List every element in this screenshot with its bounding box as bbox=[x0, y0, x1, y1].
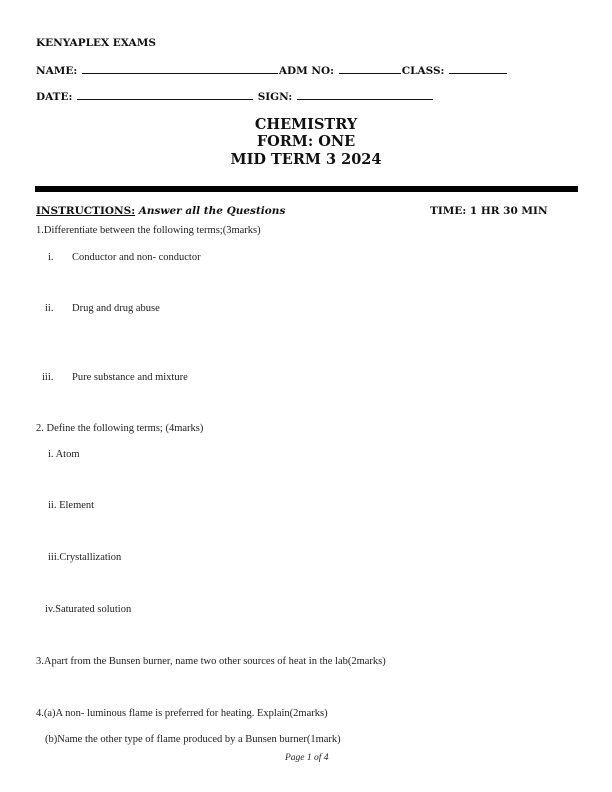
term-title: MID TERM 3 2024 bbox=[230, 151, 382, 168]
date-row bbox=[36, 90, 434, 103]
question-1: 1.Differentiate between the following terms;(3marks) bbox=[36, 225, 261, 236]
sign-field[interactable] bbox=[297, 90, 433, 100]
question-4a: 4.(a)A non- luminous flame is preferred for heating. Explain(2marks) bbox=[36, 708, 328, 719]
question-2: 2. Define the following terms; (4marks) bbox=[36, 423, 204, 434]
adm-label: ADM NO: bbox=[278, 65, 335, 77]
form-title: FORM: ONE bbox=[256, 133, 356, 150]
question-4b: (b)Name the other type of flame produced by a Bunsen burner(1mark) bbox=[45, 734, 341, 745]
q1-item-text: Drug and drug abuse bbox=[72, 303, 160, 314]
q1-item-num: iii. bbox=[42, 372, 54, 383]
divider-rule bbox=[35, 186, 578, 192]
instructions-text: Answer all the Questions bbox=[138, 205, 286, 217]
name-row bbox=[36, 64, 508, 77]
class-label: CLASS: bbox=[401, 65, 445, 77]
instructions-label: INSTRUCTIONS: bbox=[36, 205, 136, 217]
q2-item: iii.Crystallization bbox=[48, 552, 122, 563]
q2-item: iv.Saturated solution bbox=[45, 604, 132, 615]
q2-item: i. Atom bbox=[48, 449, 80, 460]
name-field[interactable] bbox=[82, 64, 278, 74]
school-name: KENYAPLEX EXAMS bbox=[36, 37, 156, 49]
class-field[interactable] bbox=[449, 64, 507, 74]
sign-label: SIGN: bbox=[257, 91, 293, 103]
date-field[interactable] bbox=[77, 90, 253, 100]
name-label: NAME: bbox=[36, 65, 78, 77]
q1-item-text: Pure substance and mixture bbox=[72, 372, 188, 383]
instructions bbox=[36, 205, 285, 217]
question-3: 3.Apart from the Bunsen burner, name two other sources of heat in the lab(2marks) bbox=[36, 656, 386, 667]
q1-item-num: ii. bbox=[45, 303, 54, 314]
page-number: Page 1 of 4 bbox=[285, 753, 329, 763]
q1-item-num: i. bbox=[48, 252, 54, 263]
time-allowed: TIME: 1 HR 30 MIN bbox=[430, 205, 548, 217]
adm-field[interactable] bbox=[339, 64, 401, 74]
subject-title: CHEMISTRY bbox=[254, 116, 358, 133]
date-label: DATE: bbox=[36, 91, 73, 103]
q1-item-text: Conductor and non- conductor bbox=[72, 252, 201, 263]
q2-item: ii. Element bbox=[48, 500, 95, 511]
